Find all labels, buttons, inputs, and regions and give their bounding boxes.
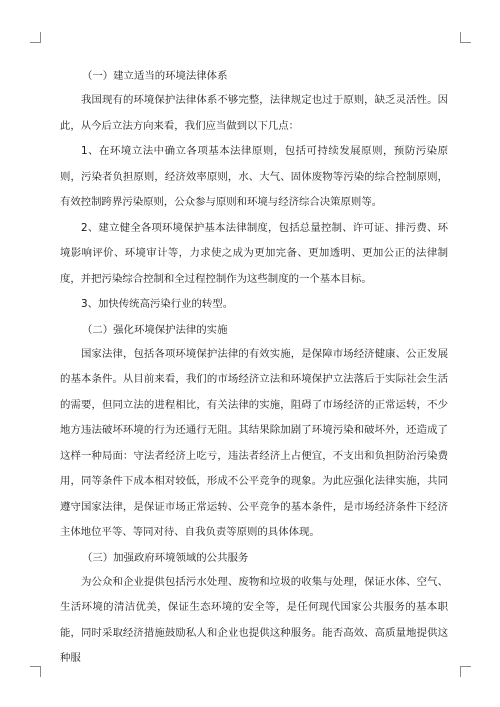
section-1 [60, 64, 448, 318]
paragraph: 我国现有的环境保护法律体系不够完整，法律规定也过于原则，缺乏灵活性。因此，从今后立法方向来看，我们应当做到以下几点： [60, 94, 448, 132]
crop-mark-bottom-right [460, 666, 471, 677]
document-body [60, 64, 448, 672]
crop-mark-bottom-left [30, 666, 41, 677]
paragraph: 2、建立健全各项环境保护基本法律制度，包括总量控制、许可证、排污费、环境影响评价、环境审计等，力求使之成为更加完备、更加透明、更加公正的法律制度，并把污染综合控制和全过程控制作为这些制度的一个基本目标。 [60, 221, 448, 285]
section-heading: （三）加强政府环境领域的公共服务 [82, 551, 249, 564]
crop-mark-top-left [30, 32, 41, 43]
paragraph: 3、加快传统高污染行业的转型。 [81, 298, 234, 310]
paragraph: 1、在环境立法中确立各项基本法律原则，包括可持续发展原则，预防污染原则，污染者负担原则，经济效率原则，水、大气、固体废物等污染的综合控制原则，有效控制跨界污染原则，公众参与原则和环境与经济综合决策原则等。 [60, 145, 448, 208]
paragraph: 为公众和企业提供包括污水处理、废物和垃圾的收集与处理，保证水体、空气、生活环境的清洁优美，保证生态环境的安全等，是任何现代国家公共服务的基本职能，同时采取经济措施鼓励私人和企业也提供这种服务。能否高效、高质量地提供这种服 [60, 575, 448, 664]
section-heading: （一）建立适当的环境法律体系 [82, 70, 228, 82]
section-heading: （二）强化环境保护法律的实施 [82, 323, 228, 336]
section-3 [60, 546, 448, 672]
section-2 [60, 318, 448, 546]
crop-mark-top-right [460, 32, 471, 43]
paragraph: 国家法律，包括各项环境保护法律的有效实施，是保障市场经济健康、公正发展的基本条件。从目前来看，我们的市场经济立法和环境保护立法落后于实际社会生活的需要，但同立法的进程相比，有关法律的实施，阻碍了市场经济的正常运转，不少地方违法破坏环境的行为还通行无阻。其结果除加剧了环境污染和破坏外，还造成了这样一种局面：守法者经济上吃亏，违法者经济上占便宜，不支出和负担防治污染费用，同等条件下成本相对较低，形成不公平竞争的现象。为此应强化法律实施，共同遵守国家法律，是保证市场正常运转、公平竞争的基本条件，是市场经济条件下经济主体地位平等、等同对待、自我负责等原则的具体体现。 [60, 347, 448, 538]
